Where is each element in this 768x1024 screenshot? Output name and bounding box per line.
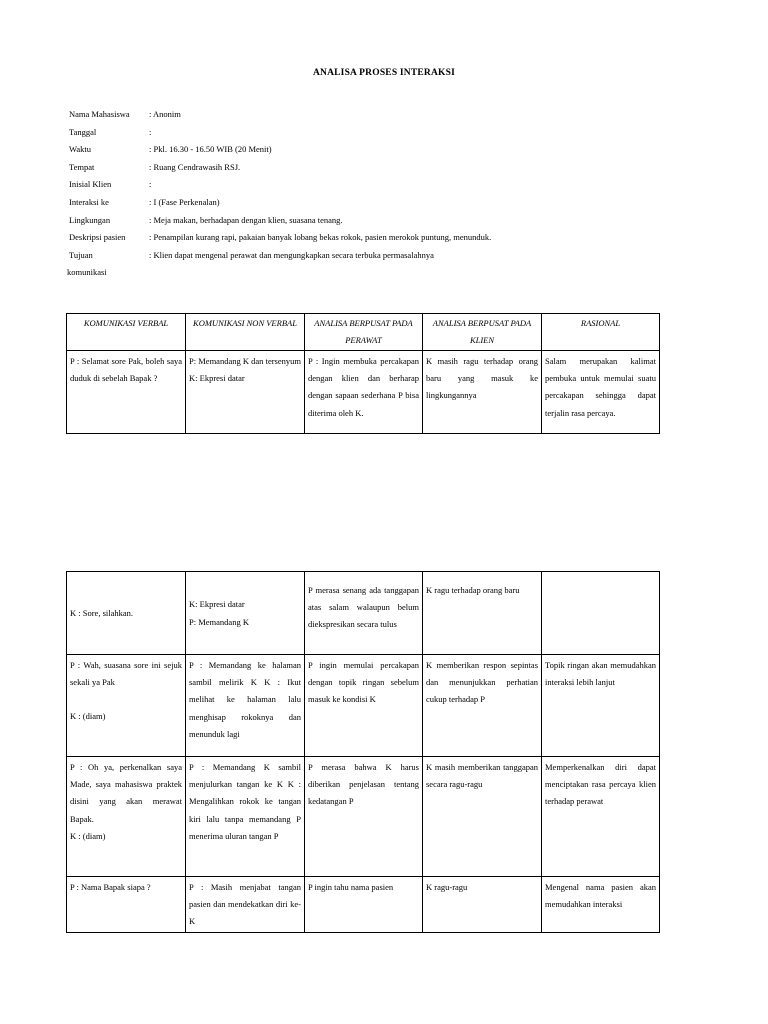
cell-rasional: Salam merupakan kalimat pembuka untuk memulai suatu percakapan sehingga dapat terjalin rasa percaya. — [542, 351, 660, 434]
header-analisa-perawat: ANALISA BERPUSAT PADA PERAWAT — [305, 314, 423, 351]
cell-text: K : (diam) — [70, 830, 106, 841]
cell-perawat: P merasa senang ada tanggapan atas salam walaupun belum diekspresikan secara tulus — [305, 572, 423, 655]
info-value: : Klien dapat mengenal perawat dan mengungkapkan secara terbuka permasalahnya — [149, 249, 434, 260]
info-row-lingkungan — [69, 212, 669, 230]
cell-nonverbal: P : Memandang K sambil menjulurkan tangan ke K K : Mengalihkan rokok ke tangan kiri lalu tanpa memandang P menerima uluran tangan P — [186, 757, 305, 877]
cell-text: P : Oh ya, perkenalkan saya Made, saya mahasiswa praktek disini yang akan merawat Bapak. — [70, 762, 182, 824]
interaction-table-2 — [66, 571, 660, 933]
cell-nonverbal — [186, 572, 305, 655]
cell-text: P : Wah, suasana sore ini sejuk sekali ya Pak — [70, 660, 182, 688]
interaction-table-1 — [66, 313, 660, 434]
header-komunikasi-verbal: KOMUNIKASI VERBAL — [67, 314, 186, 351]
info-row-tanggal — [69, 124, 669, 142]
info-label: Interaksi ke — [69, 196, 109, 207]
cell-nonverbal: P : Masih menjabat tangan pasien dan mendekatkan diri ke-K — [186, 877, 305, 933]
cell-text: K: Ekpresi datar — [189, 599, 245, 610]
info-value: : Anonim — [149, 109, 181, 119]
table-row — [67, 877, 660, 933]
info-row-tempat — [69, 159, 669, 177]
info-value: : — [149, 126, 152, 137]
info-row-waktu — [69, 141, 669, 159]
info-label: Lingkungan — [69, 214, 111, 225]
info-row-nama — [69, 106, 669, 124]
cell-rasional — [542, 572, 660, 655]
cell-perawat: P ingin memulai percakapan dengan topik ringan sebelum masuk ke kondisi K — [305, 655, 423, 757]
cell-nonverbal: P: Memandang K dan tersenyum K: Ekpresi datar — [186, 351, 305, 434]
info-label: Deskripsi pasien — [69, 232, 126, 243]
cell-verbal — [67, 572, 186, 655]
cell-klien: K memberikan respon sepintas dan menunjukkan perhatian cukup terhadap P — [423, 655, 542, 757]
table-row — [67, 351, 660, 434]
cell-klien: K ragu terhadap orang baru — [423, 572, 542, 655]
header-komunikasi-non-verbal: KOMUNIKASI NON VERBAL — [186, 314, 305, 351]
patient-info — [67, 106, 669, 277]
info-label: Tanggal — [69, 126, 97, 137]
info-row-interaksi — [69, 194, 669, 212]
cell-rasional: Memperkenalkan diri dapat menciptakan rasa percaya klien terhadap perawat — [542, 757, 660, 877]
cell-klien: K masih ragu terhadap orang baru yang masuk ke lingkungannya — [423, 351, 542, 434]
cell-rasional: Topik ringan akan memudahkan interaksi lebih lanjut — [542, 655, 660, 757]
table-row — [67, 572, 660, 655]
info-row-deskripsi — [69, 229, 669, 247]
header-rasional: RASIONAL — [542, 314, 660, 351]
tujuan-label-line2: komunikasi — [67, 266, 107, 277]
cell-verbal — [67, 655, 186, 757]
cell-verbal: P : Nama Bapak siapa ? — [67, 877, 186, 933]
cell-gap — [70, 691, 182, 708]
cell-perawat: P merasa bahwa K harus diberikan penjelasan tentang kedatangan P — [305, 757, 423, 877]
table-row — [67, 655, 660, 757]
cell-text: K : (diam) — [70, 711, 106, 722]
info-value: : — [149, 179, 152, 190]
info-value: : Pkl. 16.30 - 16.50 WIB (20 Menit) — [149, 144, 272, 155]
info-label: Waktu — [69, 144, 91, 155]
cell-klien: K masih memberikan tanggapan secara ragu-ragu — [423, 757, 542, 877]
cell-klien: K ragu-ragu — [423, 877, 542, 933]
info-value: : Penampilan kurang rapi, pakaian banyak lobang bekas rokok, pasien merokok puntung, menunduk. — [149, 232, 492, 243]
cell-nonverbal: P : Memandang ke halaman sambil melirik K K : Ikut melihat ke halaman lalu menghisap rokoknya dan menunduk lagi — [186, 655, 305, 757]
info-row-tujuan — [67, 247, 669, 277]
tujuan-label-line1: Tujuan — [69, 249, 93, 260]
page-title: ANALISA PROSES INTERAKSI — [312, 68, 456, 78]
table-row — [67, 757, 660, 877]
header-analisa-klien: ANALISA BERPUSAT PADA KLIEN — [423, 314, 542, 351]
cell-verbal: P : Selamat sore Pak, boleh saya duduk di sebelah Bapak ? — [67, 351, 186, 434]
info-label: Tempat — [69, 161, 95, 172]
cell-verbal — [67, 757, 186, 877]
cell-text: K : Sore, silahkan. — [70, 607, 134, 618]
cell-perawat: P ingin tahu nama pasien — [305, 877, 423, 933]
info-label: Nama Mahasiswa — [69, 109, 130, 119]
info-label: Inisial Klien — [69, 179, 112, 190]
info-value: : I (Fase Perkenalan) — [149, 196, 220, 207]
info-row-inisial — [69, 176, 669, 194]
info-value: : Meja makan, berhadapan dengan klien, suasana tenang. — [149, 214, 343, 225]
cell-text: P: Memandang K — [189, 616, 249, 627]
cell-perawat: P : Ingin membuka percakapan dengan klien dan berharap dengan sapaan sederhana P bisa diterima oleh K. — [305, 351, 423, 434]
info-value: : Ruang Cendrawasih RSJ. — [149, 161, 241, 172]
table-header-row — [67, 314, 660, 351]
cell-rasional: Mengenal nama pasien akan memudahkan interaksi — [542, 877, 660, 933]
